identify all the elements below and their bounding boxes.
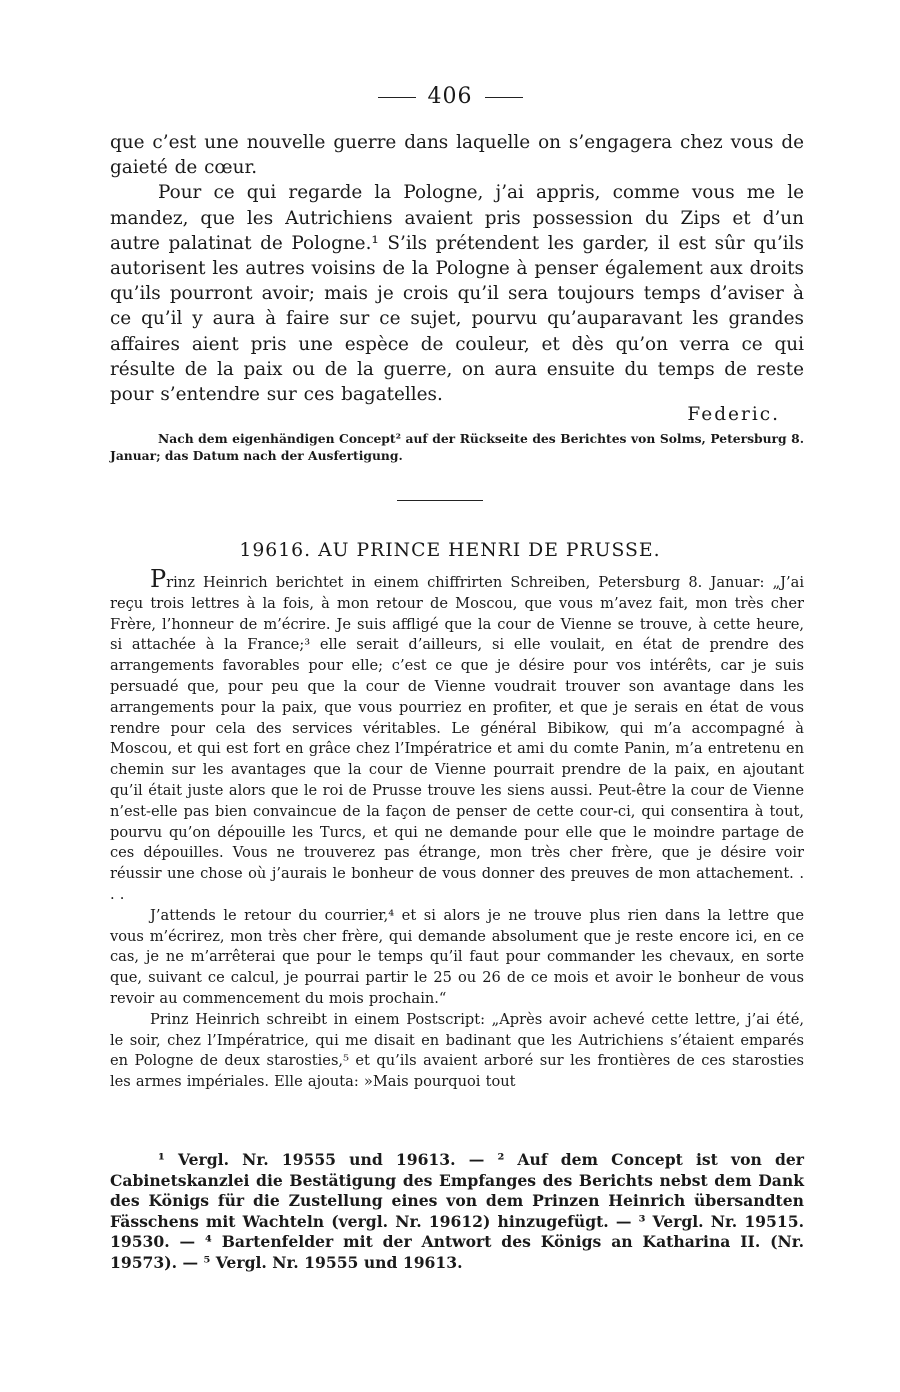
source-note	[110, 430, 804, 464]
letter-body	[110, 130, 804, 407]
header-dash-left	[378, 97, 416, 98]
signature: Federic.	[687, 404, 780, 425]
page-number: 406	[427, 84, 473, 109]
page-header	[0, 84, 900, 109]
source-note-text: Nach dem eigenhändigen Concept² auf der Rückseite des Berichtes von Solms, Petersburg 8. Januar; das Datum nach der Ausfertigung.	[110, 431, 804, 463]
report-paragraph: Prinz Heinrich schreibt in einem Postscript: „Après avoir achevé cette lettre, j’ai été, le soir, chez l’Impératrice, qui me disait en badinant que les Autrichiens s’étaient emparés en Pologne de deux starosties,⁵ et qu’ils avaient arboré sur les frontières de ces starosties les armes impériales. Elle ajouta: »Mais pourquoi tout	[110, 1010, 804, 1091]
header-dash-right	[485, 97, 523, 98]
section-divider	[397, 500, 483, 501]
report-paragraph	[110, 565, 804, 906]
report-paragraph: J’attends le retour du courrier,⁴ et si alors je ne trouve plus rien dans la lettre que vous m’écrirez, mon très cher frère, qui demande absolument que je reste encore ici, en ce cas, je ne m’arrêterai que pour le temps qu’il faut pour commander les chevaux, en sorte que, suivant ce calcul, je pourrai partir le 25 ou 26 de ce mois et avoir le bonheur de vous revoir au commencement du mois prochain.“	[110, 906, 804, 1007]
report-paragraph-text: rinz Heinrich berichtet in einem chiffrirten Schreiben, Petersburg 8. Januar: „J’ai reçu trois lettres à la fois, à mon retour de Moscou, que vous m’avez fait, mon très cher Frère, l’honneur de m’écrire. Je suis affligé que la cour de Vienne se trouve, à cette heure, si attachée à la France;³ elle serait d’ailleurs, si elle voulait, en état de prendre des arrangements favorables pour elle; c’est ce que je désire pour vos intérêts, car je suis persuadé que, pour peu que la cour de Vienne voudrait trouver son avantage dans les arrangements pour la paix, que vous pourriez en profiter, et que je serais en état de vous rendre pour cela des services véritables. Le général Bibikow, qui m’a accompagné à Moscou, et qui est fort en grâce chez l’Impératrice et ami du comte Panin, m’a entretenu en chemin sur les avantages que la cour de Vienne pourrait prendre de la paix, en ajoutant qu’il était juste alors que le roi de Prusse trouve les siens aussi. Peut-être la cour de Vienne n’est-elle pas bien convaincue de la façon de penser de cette cour-ci, qui consentira à tout, pourvu qu’on dépouille les Turcs, et qui ne demande pour elle que le moindre partage de ces dépouilles. Vous ne trouverez pas étrange, mon très cher frère, que je désire voir réussir une chose où j’aurais le bonheur de vous donner des preuves de mon attachement. . . .	[110, 574, 804, 903]
footnotes	[110, 1150, 804, 1274]
letter-paragraph: Pour ce qui regarde la Pologne, j’ai appris, comme vous me le mandez, que les Autrichiens avaient pris possession du Zips et d’un autre palatinat de Pologne.¹ S’ils prétendent les garder, il est sûr qu’ils autorisent les autres voisins de la Pologne à penser également aux droits qu’ils pourront avoir; mais je crois qu’il sera toujours temps d’aviser à ce qu’il y aura à faire sur ce sujet, pourvu qu’auparavant les grandes affaires aient pris une espèce de couleur, et dès qu’on verra ce qui résulte de la paix ou de la guerre, on aura ensuite du temps de reste pour s’entendre sur ces bagatelles.	[110, 182, 804, 406]
footnotes-text: ¹ Vergl. Nr. 19555 und 19613. — ² Auf dem Concept ist von der Cabinetskanzlei die Bestätigung des Empfanges des Berichts nebst dem Dank des Königs für die Zustellung eines von dem Prinzen Heinrich übersandten Fässchens mit Wachteln (vergl. Nr. 19612) hinzugefügt. — ³ Vergl. Nr. 19515. 19530. — ⁴ Bartenfelder mit der Antwort des Königs an Katharina II. (Nr. 19573). — ⁵ Vergl. Nr. 19555 und 19613.	[110, 1150, 804, 1272]
initial-letter: P	[150, 565, 167, 593]
letter-title: 19616. AU PRINCE HENRI DE PRUSSE.	[239, 540, 661, 561]
report-body	[110, 565, 804, 1093]
letter-paragraph: que c’est une nouvelle guerre dans laquelle on s’engagera chez vous de gaieté de cœur.	[110, 132, 804, 179]
